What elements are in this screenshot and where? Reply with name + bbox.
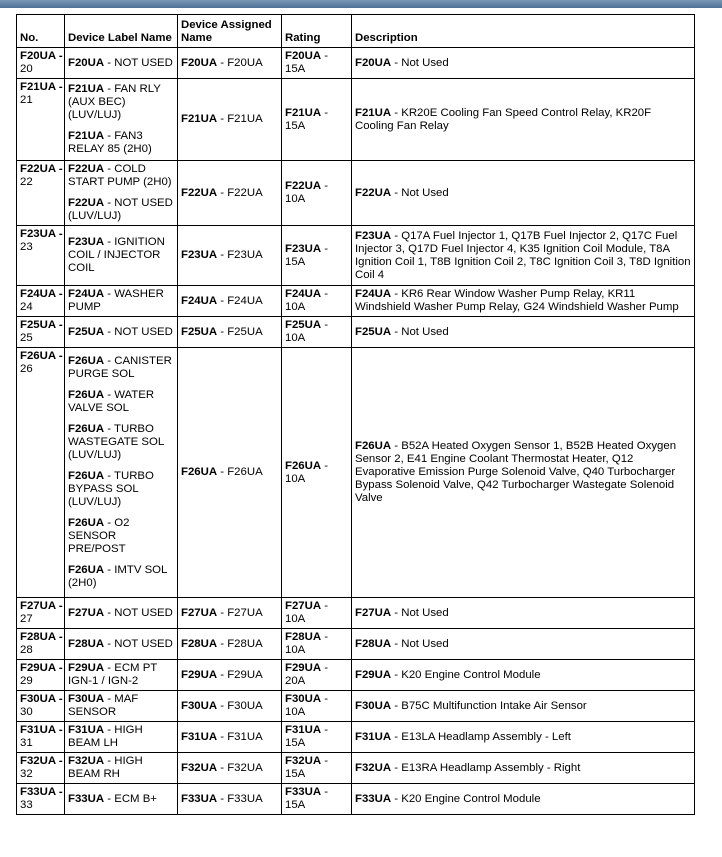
rating-text: - 15A — [285, 755, 329, 780]
label-code: F29UA — [68, 662, 105, 674]
label-code: F20UA — [68, 56, 105, 69]
cell-description — [352, 660, 695, 691]
table-row — [17, 691, 695, 722]
assigned-text: - F27UA — [217, 606, 263, 619]
cell-device-label-name — [65, 753, 178, 784]
cell-device-assigned-name — [178, 691, 282, 722]
cell-rating — [282, 660, 352, 691]
header-description: Description — [352, 15, 695, 48]
fuse-code: F31UA - — [20, 724, 63, 736]
cell-device-label-name — [65, 348, 178, 598]
label-text: - O2 SENSOR PRE/POST — [68, 517, 130, 555]
label-entry — [68, 638, 174, 651]
cell-no — [17, 691, 65, 722]
cell-description — [352, 753, 695, 784]
label-code: F27UA — [68, 606, 105, 619]
fuse-number: 29 — [20, 675, 33, 687]
description-code: F21UA — [355, 106, 392, 119]
label-code: F26UA — [68, 355, 105, 367]
rating-text: - 10A — [285, 600, 329, 625]
rating-code: F27UA — [285, 600, 322, 612]
fuse-code: F25UA - — [20, 319, 63, 331]
table-row — [17, 226, 695, 286]
table-row — [17, 48, 695, 79]
header-rating: Rating — [282, 15, 352, 48]
label-text: - NOT USED (LUV/LUJ) — [68, 197, 173, 222]
fuse-code: F27UA - — [20, 600, 63, 612]
label-code: F21UA — [68, 83, 105, 95]
assigned-code: F25UA — [181, 325, 218, 338]
label-entry — [68, 755, 174, 781]
rating-code: F21UA — [285, 106, 322, 119]
label-entry — [68, 423, 174, 462]
fuse-code: F26UA - — [20, 350, 63, 362]
cell-description — [352, 691, 695, 722]
description-text: - KR20E Cooling Fan Speed Control Relay, KR20F Cooling Fan Relay — [355, 106, 652, 132]
description-code: F23UA — [355, 229, 392, 242]
cell-device-label-name — [65, 48, 178, 79]
cell-no — [17, 317, 65, 348]
description-text: - Q17A Fuel Injector 1, Q17B Fuel Injector 2, Q17C Fuel Injector 3, Q17D Fuel Injector 4, K35 Ignition Coil Module, T8A Ignition Coil 1, T8B Ignition Coil 2, T8C Ignition Coil 3, T8D Ignition Coil 4 — [355, 229, 691, 281]
assigned-text: - F30UA — [217, 699, 263, 712]
description-text: - B75C Multifunction Intake Air Sensor — [391, 699, 587, 712]
cell-description — [352, 226, 695, 286]
rating-code: F26UA — [285, 459, 322, 472]
cell-no — [17, 348, 65, 598]
fuse-code: F28UA - — [20, 631, 63, 643]
rating-code: F28UA — [285, 631, 322, 643]
rating-text: - 15A — [285, 242, 329, 268]
fuse-code: F22UA - — [20, 163, 63, 175]
label-text: - NOT USED — [104, 606, 173, 619]
rating-code: F24UA — [285, 288, 322, 300]
label-code: F26UA — [68, 517, 105, 529]
rating-code: F31UA — [285, 724, 322, 736]
label-entry — [68, 197, 174, 223]
cell-rating — [282, 722, 352, 753]
label-text: - COLD START PUMP (2H0) — [68, 163, 172, 188]
cell-no — [17, 598, 65, 629]
cell-device-assigned-name — [178, 348, 282, 598]
cell-device-assigned-name — [178, 161, 282, 226]
cell-device-assigned-name — [178, 629, 282, 660]
fuse-table — [16, 14, 695, 815]
rating-text: - 10A — [285, 631, 329, 656]
cell-no — [17, 660, 65, 691]
assigned-code: F28UA — [181, 637, 218, 650]
fuse-code: F32UA - — [20, 755, 63, 767]
label-entry — [68, 83, 174, 122]
header-device-assigned-name: Device Assigned Name — [178, 15, 282, 48]
table-row — [17, 286, 695, 317]
label-code: F26UA — [68, 423, 105, 435]
cell-device-label-name — [65, 79, 178, 161]
description-text: - K20 Engine Control Module — [391, 792, 541, 805]
cell-no — [17, 784, 65, 815]
cell-description — [352, 722, 695, 753]
rating-code: F29UA — [285, 662, 322, 674]
cell-no — [17, 79, 65, 161]
header-no: No. — [17, 15, 65, 48]
cell-device-assigned-name — [178, 660, 282, 691]
fuse-number: 24 — [20, 301, 33, 313]
label-text: - IMTV SOL (2H0) — [68, 564, 167, 589]
rating-text: - 10A — [285, 459, 329, 485]
cell-description — [352, 48, 695, 79]
rating-text: - 15A — [285, 106, 329, 132]
fuse-code: F33UA - — [20, 786, 63, 798]
cell-device-assigned-name — [178, 722, 282, 753]
table-row — [17, 161, 695, 226]
cell-description — [352, 286, 695, 317]
assigned-code: F32UA — [181, 761, 218, 774]
cell-device-assigned-name — [178, 226, 282, 286]
cell-rating — [282, 753, 352, 784]
fuse-number: 32 — [20, 768, 33, 780]
label-entry — [68, 355, 174, 381]
cell-device-assigned-name — [178, 317, 282, 348]
label-code: F22UA — [68, 197, 105, 209]
assigned-code: F21UA — [181, 113, 218, 125]
description-code: F27UA — [355, 606, 392, 619]
description-text: - Not Used — [391, 606, 449, 619]
description-text: - Not Used — [391, 56, 449, 69]
rating-text: - 15A — [285, 786, 329, 811]
cell-device-label-name — [65, 317, 178, 348]
label-entry — [68, 793, 174, 806]
cell-rating — [282, 286, 352, 317]
rating-text: - 10A — [285, 693, 329, 718]
cell-device-label-name — [65, 161, 178, 226]
table-row — [17, 79, 695, 161]
cell-device-assigned-name — [178, 48, 282, 79]
label-text: - NOT USED — [104, 56, 173, 69]
table-row — [17, 784, 695, 815]
cell-device-label-name — [65, 598, 178, 629]
description-text: - B52A Heated Oxygen Sensor 1, B52B Heated Oxygen Sensor 2, E41 Engine Coolant Thermostat Heater, Q12 Evaporative Emission Purge Solenoid Valve, Q40 Turbocharger Bypass Solenoid Valve, Q42 Turbocharger Wastegate Solenoid Valve — [355, 440, 677, 504]
label-text: - FAN RLY (AUX BEC) (LUV/LUJ) — [68, 83, 161, 121]
cell-description — [352, 161, 695, 226]
description-text: - E13LA Headlamp Assembly - Left — [391, 730, 571, 743]
assigned-code: F24UA — [181, 294, 218, 307]
cell-no — [17, 722, 65, 753]
label-code: F31UA — [68, 724, 105, 736]
cell-rating — [282, 629, 352, 660]
label-text: - WATER VALVE SOL — [68, 389, 155, 414]
table-row — [17, 629, 695, 660]
assigned-text: - F24UA — [217, 294, 263, 307]
fuse-number: 20 — [20, 63, 33, 75]
fuse-number: 31 — [20, 737, 33, 749]
rating-code: F30UA — [285, 693, 322, 705]
cell-no — [17, 753, 65, 784]
description-text: - K20 Engine Control Module — [391, 668, 541, 681]
label-code: F22UA — [68, 163, 105, 175]
assigned-code: F31UA — [181, 730, 218, 743]
assigned-code: F29UA — [181, 668, 218, 681]
assigned-text: - F29UA — [217, 668, 263, 681]
label-text: - NOT USED — [104, 637, 173, 650]
assigned-text: - F25UA — [217, 325, 263, 338]
fuse-number: 22 — [20, 176, 33, 188]
table-row — [17, 722, 695, 753]
cell-device-assigned-name — [178, 784, 282, 815]
table-header-row — [17, 15, 695, 48]
rating-code: F20UA — [285, 50, 322, 62]
assigned-text: - F23UA — [217, 249, 263, 261]
fuse-number: 30 — [20, 706, 33, 718]
table-row — [17, 348, 695, 598]
cell-no — [17, 161, 65, 226]
cell-device-assigned-name — [178, 753, 282, 784]
assigned-code: F33UA — [181, 792, 218, 805]
cell-no — [17, 629, 65, 660]
label-entry — [68, 470, 174, 509]
cell-no — [17, 226, 65, 286]
assigned-text: - F21UA — [217, 113, 263, 125]
cell-rating — [282, 317, 352, 348]
table-row — [17, 660, 695, 691]
description-code: F33UA — [355, 792, 392, 805]
cell-device-label-name — [65, 660, 178, 691]
fuse-code: F30UA - — [20, 693, 63, 705]
label-code: F26UA — [68, 389, 105, 401]
label-code: F30UA — [68, 693, 105, 705]
cell-description — [352, 317, 695, 348]
assigned-code: F26UA — [181, 466, 218, 478]
label-entry — [68, 326, 174, 339]
fuse-code: F20UA - — [20, 50, 63, 62]
header-device-label-name: Device Label Name — [65, 15, 178, 48]
label-text: - HIGH BEAM RH — [68, 755, 143, 780]
rating-code: F32UA — [285, 755, 322, 767]
label-text: - MAF SENSOR — [68, 693, 139, 718]
description-text: - Not Used — [391, 325, 449, 338]
description-code: F32UA — [355, 761, 392, 774]
cell-device-assigned-name — [178, 598, 282, 629]
fuse-number: 21 — [20, 94, 33, 106]
label-text: - NOT USED — [104, 325, 173, 338]
label-code: F21UA — [68, 130, 105, 142]
label-code: F26UA — [68, 470, 105, 482]
cell-device-label-name — [65, 629, 178, 660]
label-entry — [68, 130, 174, 156]
cell-no — [17, 48, 65, 79]
rating-text: - 10A — [285, 180, 329, 205]
cell-rating — [282, 226, 352, 286]
assigned-code: F30UA — [181, 699, 218, 712]
label-entry — [68, 163, 174, 189]
table-row — [17, 598, 695, 629]
assigned-code: F23UA — [181, 249, 218, 261]
label-code: F25UA — [68, 325, 105, 338]
cell-description — [352, 348, 695, 598]
cell-description — [352, 79, 695, 161]
assigned-text: - F31UA — [217, 730, 263, 743]
label-text: - CANISTER PURGE SOL — [68, 355, 172, 380]
description-code: F25UA — [355, 325, 392, 338]
rating-text: - 10A — [285, 319, 329, 344]
label-code: F32UA — [68, 755, 105, 767]
rating-code: F33UA — [285, 786, 322, 798]
rating-code: F23UA — [285, 242, 322, 255]
cell-no — [17, 286, 65, 317]
label-text: - ECM PT IGN-1 / IGN-2 — [68, 662, 158, 687]
label-entry — [68, 662, 174, 688]
assigned-text: - F32UA — [217, 761, 263, 774]
rating-text: - 10A — [285, 288, 329, 313]
cell-description — [352, 784, 695, 815]
fuse-code: F24UA - — [20, 288, 63, 300]
rating-code: F25UA — [285, 319, 322, 331]
label-text: - ECM B+ — [104, 792, 157, 805]
label-entry — [68, 517, 174, 556]
label-text: - HIGH BEAM LH — [68, 724, 143, 749]
assigned-text: - F22UA — [217, 186, 263, 199]
cell-device-label-name — [65, 722, 178, 753]
table-row — [17, 753, 695, 784]
cell-rating — [282, 348, 352, 598]
assigned-text: - F20UA — [217, 56, 263, 69]
description-code: F30UA — [355, 699, 392, 712]
cell-device-label-name — [65, 784, 178, 815]
description-code: F22UA — [355, 186, 392, 199]
description-code: F26UA — [355, 440, 392, 452]
label-entry — [68, 236, 174, 275]
cell-device-label-name — [65, 286, 178, 317]
label-text: - TURBO BYPASS SOL (LUV/LUJ) — [68, 470, 154, 508]
label-entry — [68, 564, 174, 590]
cell-device-assigned-name — [178, 79, 282, 161]
label-text: - FAN3 RELAY 85 (2H0) — [68, 130, 152, 155]
description-text: - Not Used — [391, 186, 449, 199]
assigned-code: F27UA — [181, 606, 218, 619]
description-text: - Not Used — [391, 637, 449, 650]
assigned-code: F20UA — [181, 56, 218, 69]
cell-device-label-name — [65, 691, 178, 722]
label-entry — [68, 724, 174, 750]
cell-rating — [282, 79, 352, 161]
assigned-text: - F28UA — [217, 637, 263, 650]
cell-device-assigned-name — [178, 286, 282, 317]
description-text: - KR6 Rear Window Washer Pump Relay, KR11 Windshield Washer Pump Relay, G24 Windshield Washer Pump — [355, 288, 679, 313]
label-code: F23UA — [68, 236, 105, 248]
cell-description — [352, 598, 695, 629]
label-entry — [68, 389, 174, 415]
fuse-number: 33 — [20, 799, 33, 811]
label-entry — [68, 607, 174, 620]
rating-text: - 15A — [285, 724, 329, 749]
rating-text: - 20A — [285, 662, 329, 687]
assigned-text: - F26UA — [217, 466, 263, 478]
fuse-number: 27 — [20, 613, 33, 625]
rating-text: - 15A — [285, 50, 329, 75]
label-text: - IGNITION COIL / INJECTOR COIL — [68, 236, 165, 274]
top-banner — [0, 0, 722, 8]
cell-rating — [282, 161, 352, 226]
cell-rating — [282, 784, 352, 815]
label-code: F28UA — [68, 637, 105, 650]
rating-code: F22UA — [285, 180, 322, 192]
description-code: F31UA — [355, 730, 392, 743]
label-code: F26UA — [68, 564, 105, 576]
fuse-code: F21UA - — [20, 81, 63, 93]
description-code: F29UA — [355, 668, 392, 681]
fuse-number: 28 — [20, 644, 33, 656]
cell-rating — [282, 48, 352, 79]
description-code: F28UA — [355, 637, 392, 650]
fuse-number: 26 — [20, 363, 33, 375]
label-entry — [68, 288, 174, 314]
label-text: - WASHER PUMP — [68, 288, 164, 313]
label-entry — [68, 57, 174, 70]
label-code: F24UA — [68, 288, 105, 300]
label-text: - TURBO WASTEGATE SOL (LUV/LUJ) — [68, 423, 164, 461]
fuse-code: F23UA - — [20, 228, 63, 240]
fuse-code: F29UA - — [20, 662, 63, 674]
assigned-code: F22UA — [181, 186, 218, 199]
description-code: F20UA — [355, 56, 392, 69]
table-row — [17, 317, 695, 348]
description-code: F24UA — [355, 288, 392, 300]
fuse-number: 23 — [20, 241, 33, 253]
label-entry — [68, 693, 174, 719]
cell-description — [352, 629, 695, 660]
cell-rating — [282, 598, 352, 629]
assigned-text: - F33UA — [217, 792, 263, 805]
fuse-number: 25 — [20, 332, 33, 344]
cell-rating — [282, 691, 352, 722]
label-code: F33UA — [68, 792, 105, 805]
cell-device-label-name — [65, 226, 178, 286]
description-text: - E13RA Headlamp Assembly - Right — [391, 761, 581, 774]
